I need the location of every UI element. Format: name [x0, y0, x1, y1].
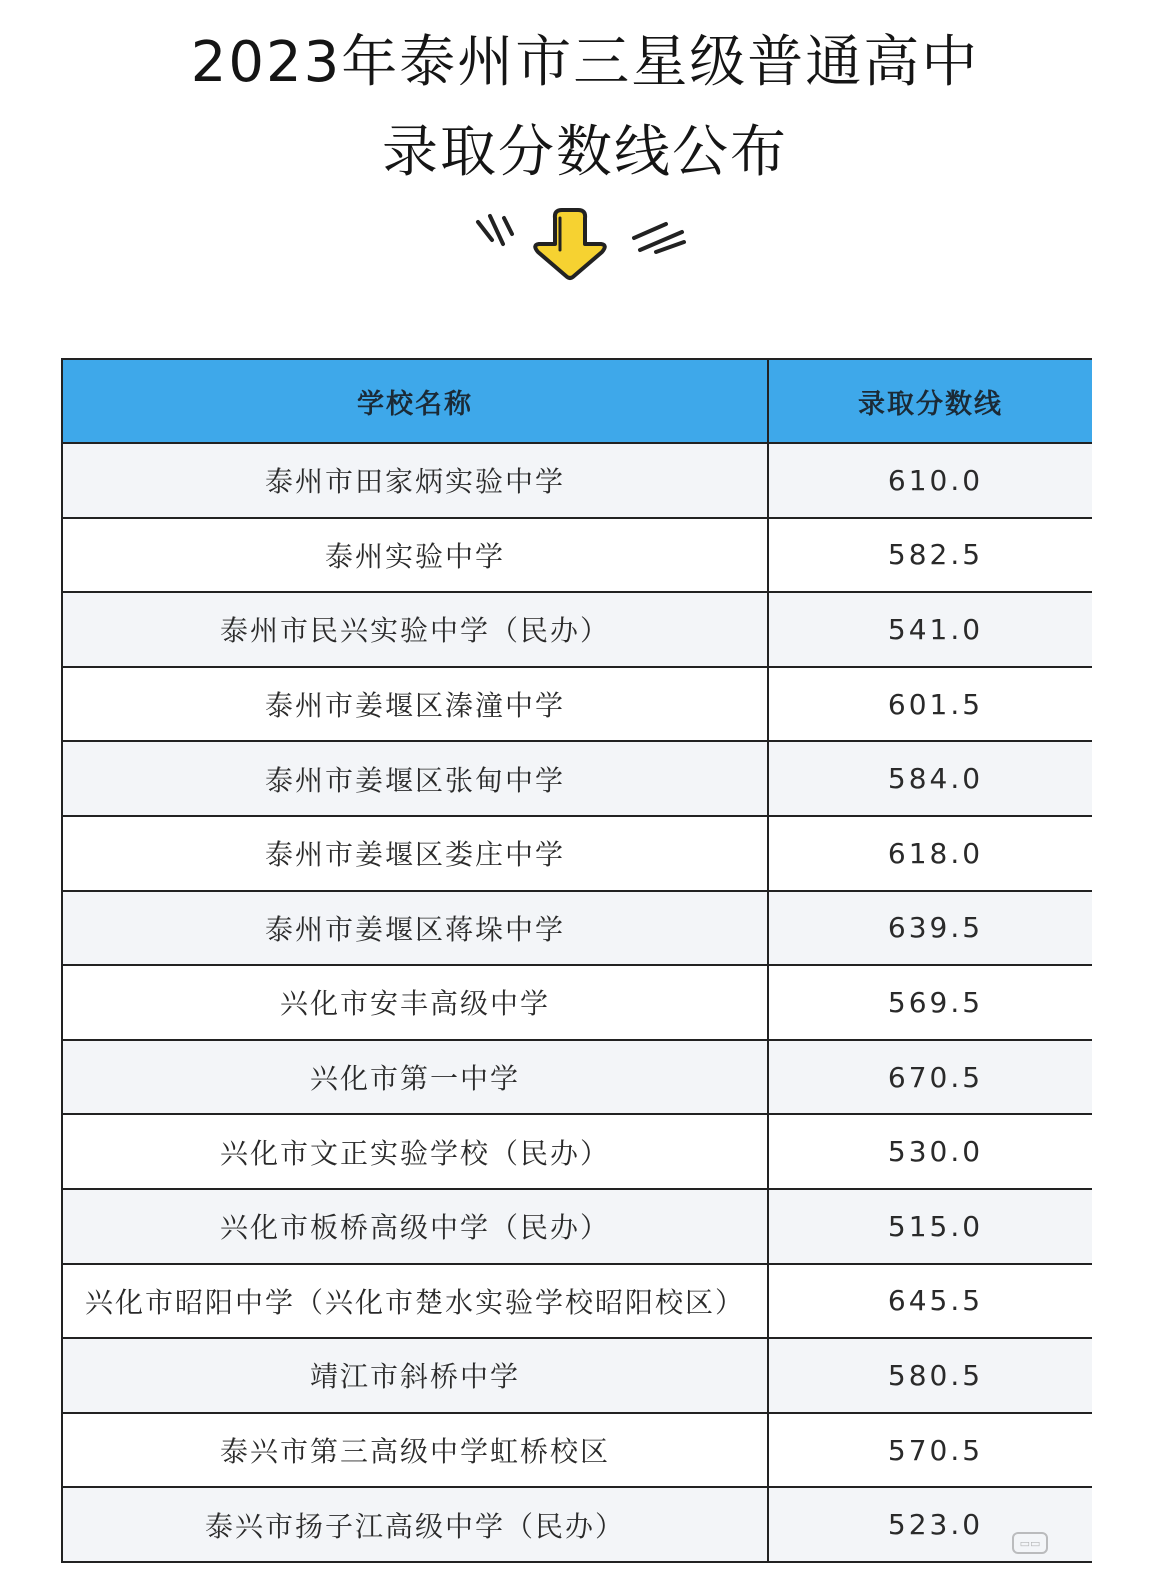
page-title-line-2: 录取分数线公布 [382, 120, 788, 185]
score-value: 541.0 [768, 592, 1092, 667]
school-name: 泰州市田家炳实验中学 [63, 443, 768, 518]
score-value: 580.5 [768, 1338, 1092, 1413]
school-name: 兴化市文正实验学校（民办） [63, 1114, 768, 1189]
table-row [63, 1040, 1092, 1115]
table-row [63, 1413, 1092, 1488]
down-arrow-icon [470, 200, 700, 290]
table-row [63, 891, 1092, 966]
arrow-shape [535, 210, 605, 278]
left-emphasis-lines-icon [478, 216, 512, 244]
school-name: 泰州市姜堰区张甸中学 [63, 741, 768, 816]
table-row [63, 592, 1092, 667]
score-value: 618.0 [768, 816, 1092, 891]
school-name: 兴化市安丰高级中学 [63, 965, 768, 1040]
table-row [63, 1487, 1092, 1561]
score-value: 530.0 [768, 1114, 1092, 1189]
school-name: 兴化市板桥高级中学（民办） [63, 1189, 768, 1264]
score-value: 645.5 [768, 1264, 1092, 1339]
school-name: 泰州市姜堰区娄庄中学 [63, 816, 768, 891]
table-row [63, 1114, 1092, 1189]
table-row [63, 965, 1092, 1040]
column-header-school: 学校名称 [63, 360, 768, 443]
score-value: 582.5 [768, 518, 1092, 593]
table-row [63, 1264, 1092, 1339]
school-name: 兴化市昭阳中学（兴化市楚水实验学校昭阳校区） [63, 1264, 768, 1339]
score-value: 515.0 [768, 1189, 1092, 1264]
table-row [63, 443, 1092, 518]
school-name: 泰州市姜堰区蒋垛中学 [63, 891, 768, 966]
column-header-score: 录取分数线 [768, 360, 1092, 443]
school-name: 泰州实验中学 [63, 518, 768, 593]
school-name: 靖江市斜桥中学 [63, 1338, 768, 1413]
school-name: 泰兴市第三高级中学虹桥校区 [63, 1413, 768, 1488]
score-value: 639.5 [768, 891, 1092, 966]
table-row [63, 816, 1092, 891]
table-row [63, 1189, 1092, 1264]
watermark-logo-icon: ▭▭ [1012, 1532, 1048, 1554]
score-value: 570.5 [768, 1413, 1092, 1488]
site-watermark [1012, 1525, 1152, 1561]
score-table [61, 358, 1092, 1563]
score-value: 523.0 [768, 1487, 1092, 1561]
table-header-row [63, 360, 1092, 443]
school-name: 兴化市第一中学 [63, 1040, 768, 1115]
page-title-line-1: 2023年泰州市三星级普通高中 [190, 30, 980, 95]
school-name: 泰州市姜堰区溱潼中学 [63, 667, 768, 742]
table-row [63, 667, 1092, 742]
score-value: 601.5 [768, 667, 1092, 742]
school-name: 泰州市民兴实验中学（民办） [63, 592, 768, 667]
table-row [63, 518, 1092, 593]
score-value: 584.0 [768, 741, 1092, 816]
table-row [63, 741, 1092, 816]
table-row [63, 1338, 1092, 1413]
right-emphasis-lines-icon [634, 224, 684, 252]
score-value: 569.5 [768, 965, 1092, 1040]
score-value: 670.5 [768, 1040, 1092, 1115]
school-name: 泰兴市扬子江高级中学（民办） [63, 1487, 768, 1561]
score-value: 610.0 [768, 443, 1092, 518]
